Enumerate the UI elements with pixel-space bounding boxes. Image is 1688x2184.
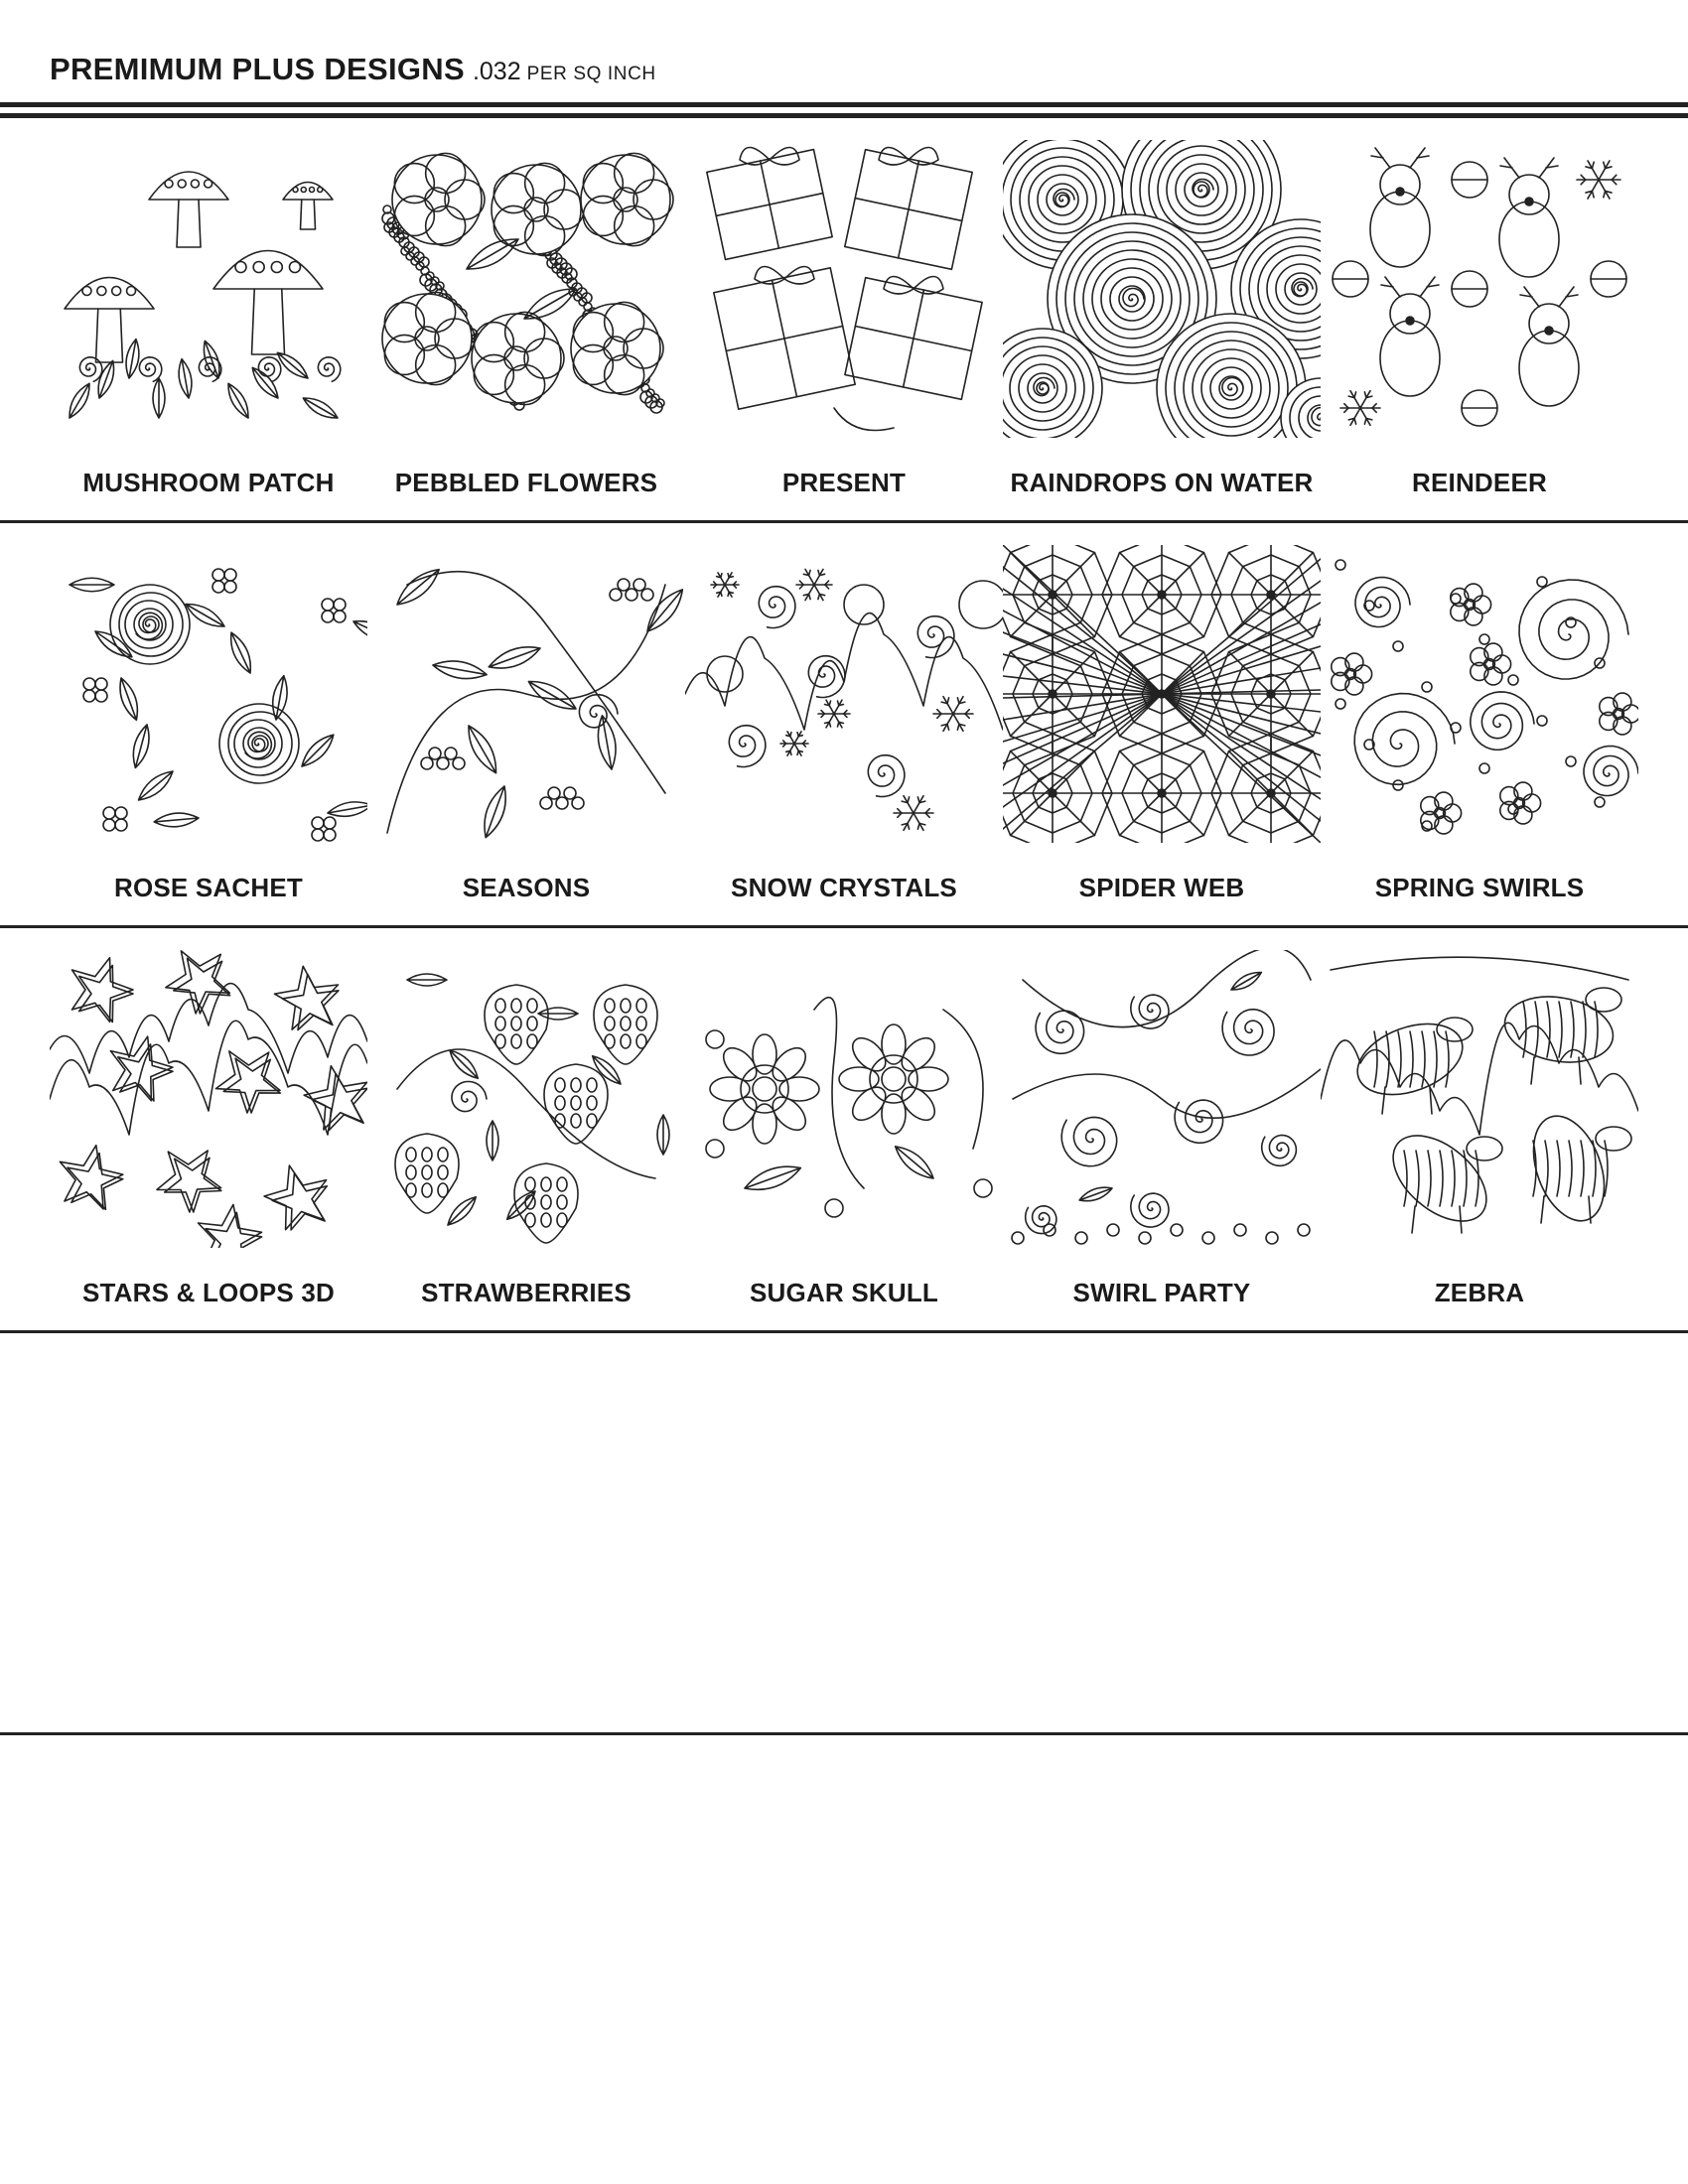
design-tile[interactable]	[367, 118, 685, 520]
design-label: STRAWBERRIES	[421, 1278, 632, 1307]
seasons-pattern	[367, 545, 685, 843]
design-label: ZEBRA	[1434, 1278, 1525, 1307]
design-tile[interactable]	[50, 118, 367, 520]
mushroom-patch-pattern	[50, 140, 367, 438]
empty-design-row	[0, 1333, 1688, 1735]
sugar-skull-pattern	[685, 950, 1003, 1248]
design-tile[interactable]	[685, 928, 1003, 1330]
design-label: STARS & LOOPS 3D	[81, 1278, 336, 1307]
page-header	[50, 52, 656, 95]
raindrops-on-water-pattern	[1003, 140, 1321, 438]
design-label: SEASONS	[462, 873, 591, 902]
design-tile[interactable]	[1321, 928, 1638, 1330]
design-tile[interactable]	[685, 523, 1003, 925]
design-row-1	[0, 118, 1688, 523]
design-label: SNOW CRYSTALS	[731, 873, 957, 902]
design-tile[interactable]	[1003, 118, 1321, 520]
pebbled-flowers-pattern	[367, 140, 685, 438]
page-title: PREMIMUM PLUS DESIGNS	[50, 52, 465, 86]
design-tile[interactable]	[50, 928, 367, 1330]
design-row-2	[0, 523, 1688, 928]
design-tile[interactable]	[1003, 928, 1321, 1330]
design-label: SPRING SWIRLS	[1374, 873, 1585, 902]
design-label: ROSE SACHET	[113, 873, 303, 902]
price-unit: PER SQ INCH	[526, 64, 656, 84]
zebra-pattern	[1321, 950, 1638, 1248]
header-rule-top	[0, 102, 1688, 107]
snow-crystals-pattern	[685, 545, 1003, 843]
design-label: SUGAR SKULL	[750, 1278, 938, 1307]
design-row-3	[0, 928, 1688, 1333]
design-label: RAINDROPS ON WATER	[1010, 468, 1314, 497]
design-tile[interactable]	[367, 928, 685, 1330]
design-label: SWIRL PARTY	[1072, 1278, 1251, 1307]
design-tile[interactable]	[1321, 523, 1638, 925]
stars-and-loops-pattern	[50, 950, 367, 1248]
design-label: PRESENT	[781, 468, 907, 497]
design-label: REINDEER	[1412, 468, 1547, 497]
strawberries-pattern	[367, 950, 685, 1248]
design-label: MUSHROOM PATCH	[82, 468, 335, 497]
spider-web-pattern	[1003, 545, 1321, 843]
design-tile[interactable]	[1003, 523, 1321, 925]
design-grid	[0, 118, 1688, 1333]
price-per-inch: .032	[472, 58, 521, 85]
spring-swirls-pattern	[1321, 545, 1638, 843]
design-tile[interactable]	[50, 523, 367, 925]
present-pattern	[685, 140, 1003, 438]
design-tile[interactable]	[367, 523, 685, 925]
rose-sachet-pattern	[50, 545, 367, 843]
reindeer-pattern	[1321, 140, 1638, 438]
design-label: PEBBLED FLOWERS	[394, 468, 658, 497]
design-tile[interactable]	[1321, 118, 1638, 520]
design-tile[interactable]	[685, 118, 1003, 520]
swirl-party-pattern	[1003, 950, 1321, 1248]
design-label: SPIDER WEB	[1078, 873, 1245, 902]
